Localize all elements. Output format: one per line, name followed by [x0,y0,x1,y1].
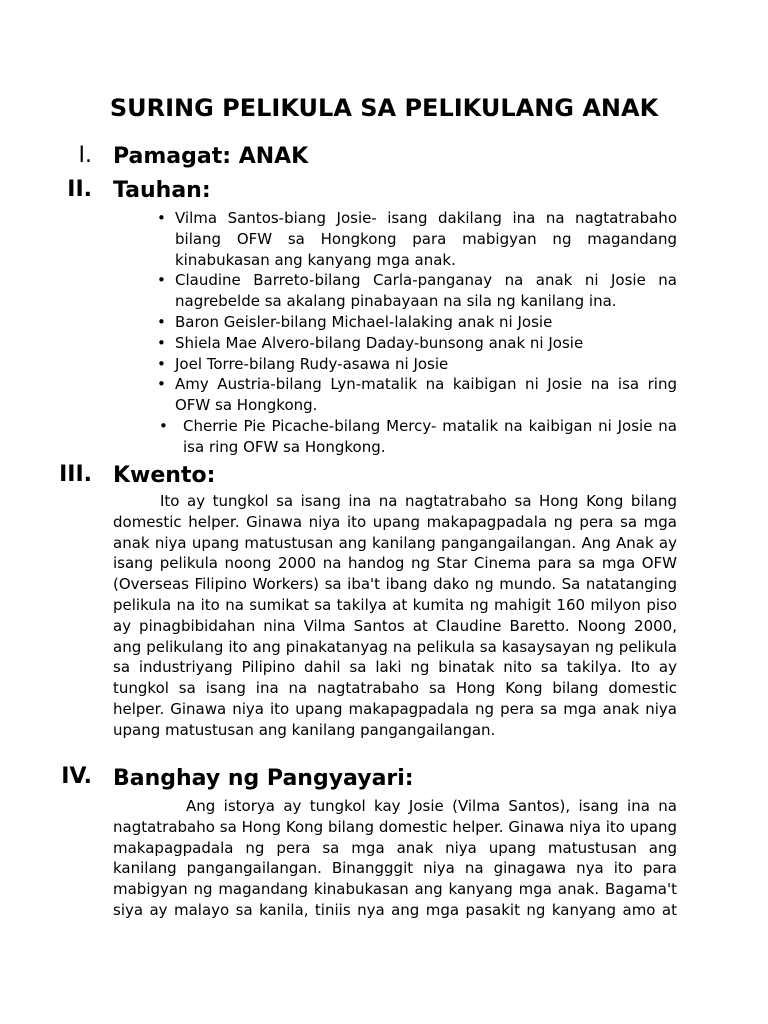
cast-list-item: • Claudine Barreto-bilang Carla-panganay na anak ni Josie na nagrebelde sa akalang pinabayaan na sila ng kanilang ina. [175,270,677,312]
cast-list [175,208,677,458]
cast-list-item: • Vilma Santos-biang Josie- isang dakilang ina na nagtatrabaho bilang OFW sa Hongkong para mabigyan ng magandang kinabukasan ang kanyang mga anak. [175,208,677,270]
section-heading-tauhan: Tauhan: [113,178,211,203]
document-title: SURING PELIKULA SA PELIKULANG ANAK [109,94,659,122]
section-numeral-1: I. [78,143,92,168]
cast-list-item: • Amy Austria-bilang Lyn-matalik na kaibigan ni Josie na isa ring OFW sa Hongkong. [175,374,677,416]
kwento-paragraph: Ito ay tungkol sa isang ina na nagtatrabaho sa Hong Kong bilang domestic helper. Ginawa niya ito upang makapagpadala ng pera sa mga anak niya upang matustusan ang kanilang pangangailangan. Ang Anak ay isang pelikula noong 2000 na handog ng Star Cinema para sa mga OFW (Overseas Filipino Workers) sa iba't ibang dako ng mundo. Sa natatanging pelikula na ito na sumikat sa takilya at kumita ng mahigit 160 milyon piso ay pinagbibidahan nina Vilma Santos at Claudine Baretto. Noong 2000, ang pelikulang ito ang pinakatanyag na pelikula sa kasaysayan ng pelikula sa industriyang Pilipino dahil sa laki ng binatak nito sa takilya. Ito ay tungkol sa isang ina na nagtatrabaho sa Hong Kong bilang domestic helper. Ginawa niya ito upang makapagpadala ng pera sa mga anak niya upang matustusan ang kanilang pangangailangan. [113,492,677,739]
cast-list-item: • Shiela Mae Alvero-bilang Daday-bunsong anak ni Josie [175,333,677,354]
section-numeral-3: III. [59,462,92,487]
banghay-paragraph: Ang istorya ay tungkol kay Josie (Vilma Santos), isang ina na nagtatrabaho sa Hong Kong bilang domestic helper. Ginawa niya ito upang makapagpadala ng pera sa mga anak niya upang matustusan ang kanilang pangangailangan. Binangggit niya na ginagawa nya ito para mabigyan ng magandang kinabukasan ang kanyang mga anak. Bagama't siya ay malayo sa kanila, tiniis nya ang mga pasakit ng kanyang amo at [113,797,677,919]
section-heading-banghay: Banghay ng Pangyayari: [113,766,414,791]
cast-list-item: • Joel Torre-bilang Rudy-asawa ni Josie [175,354,677,375]
section-numeral-2: II. [67,177,92,202]
section-heading-pamagat: Pamagat: ANAK [113,144,309,169]
cast-list-item: • Baron Geisler-bilang Michael-lalaking anak ni Josie [175,312,677,333]
section-numeral-4: IV. [61,764,92,789]
section-heading-kwento: Kwento: [113,463,216,488]
cast-list-item: • Cherrie Pie Picache-bilang Mercy- matalik na kaibigan ni Josie na isa ring OFW sa Hongkong. [175,416,677,458]
